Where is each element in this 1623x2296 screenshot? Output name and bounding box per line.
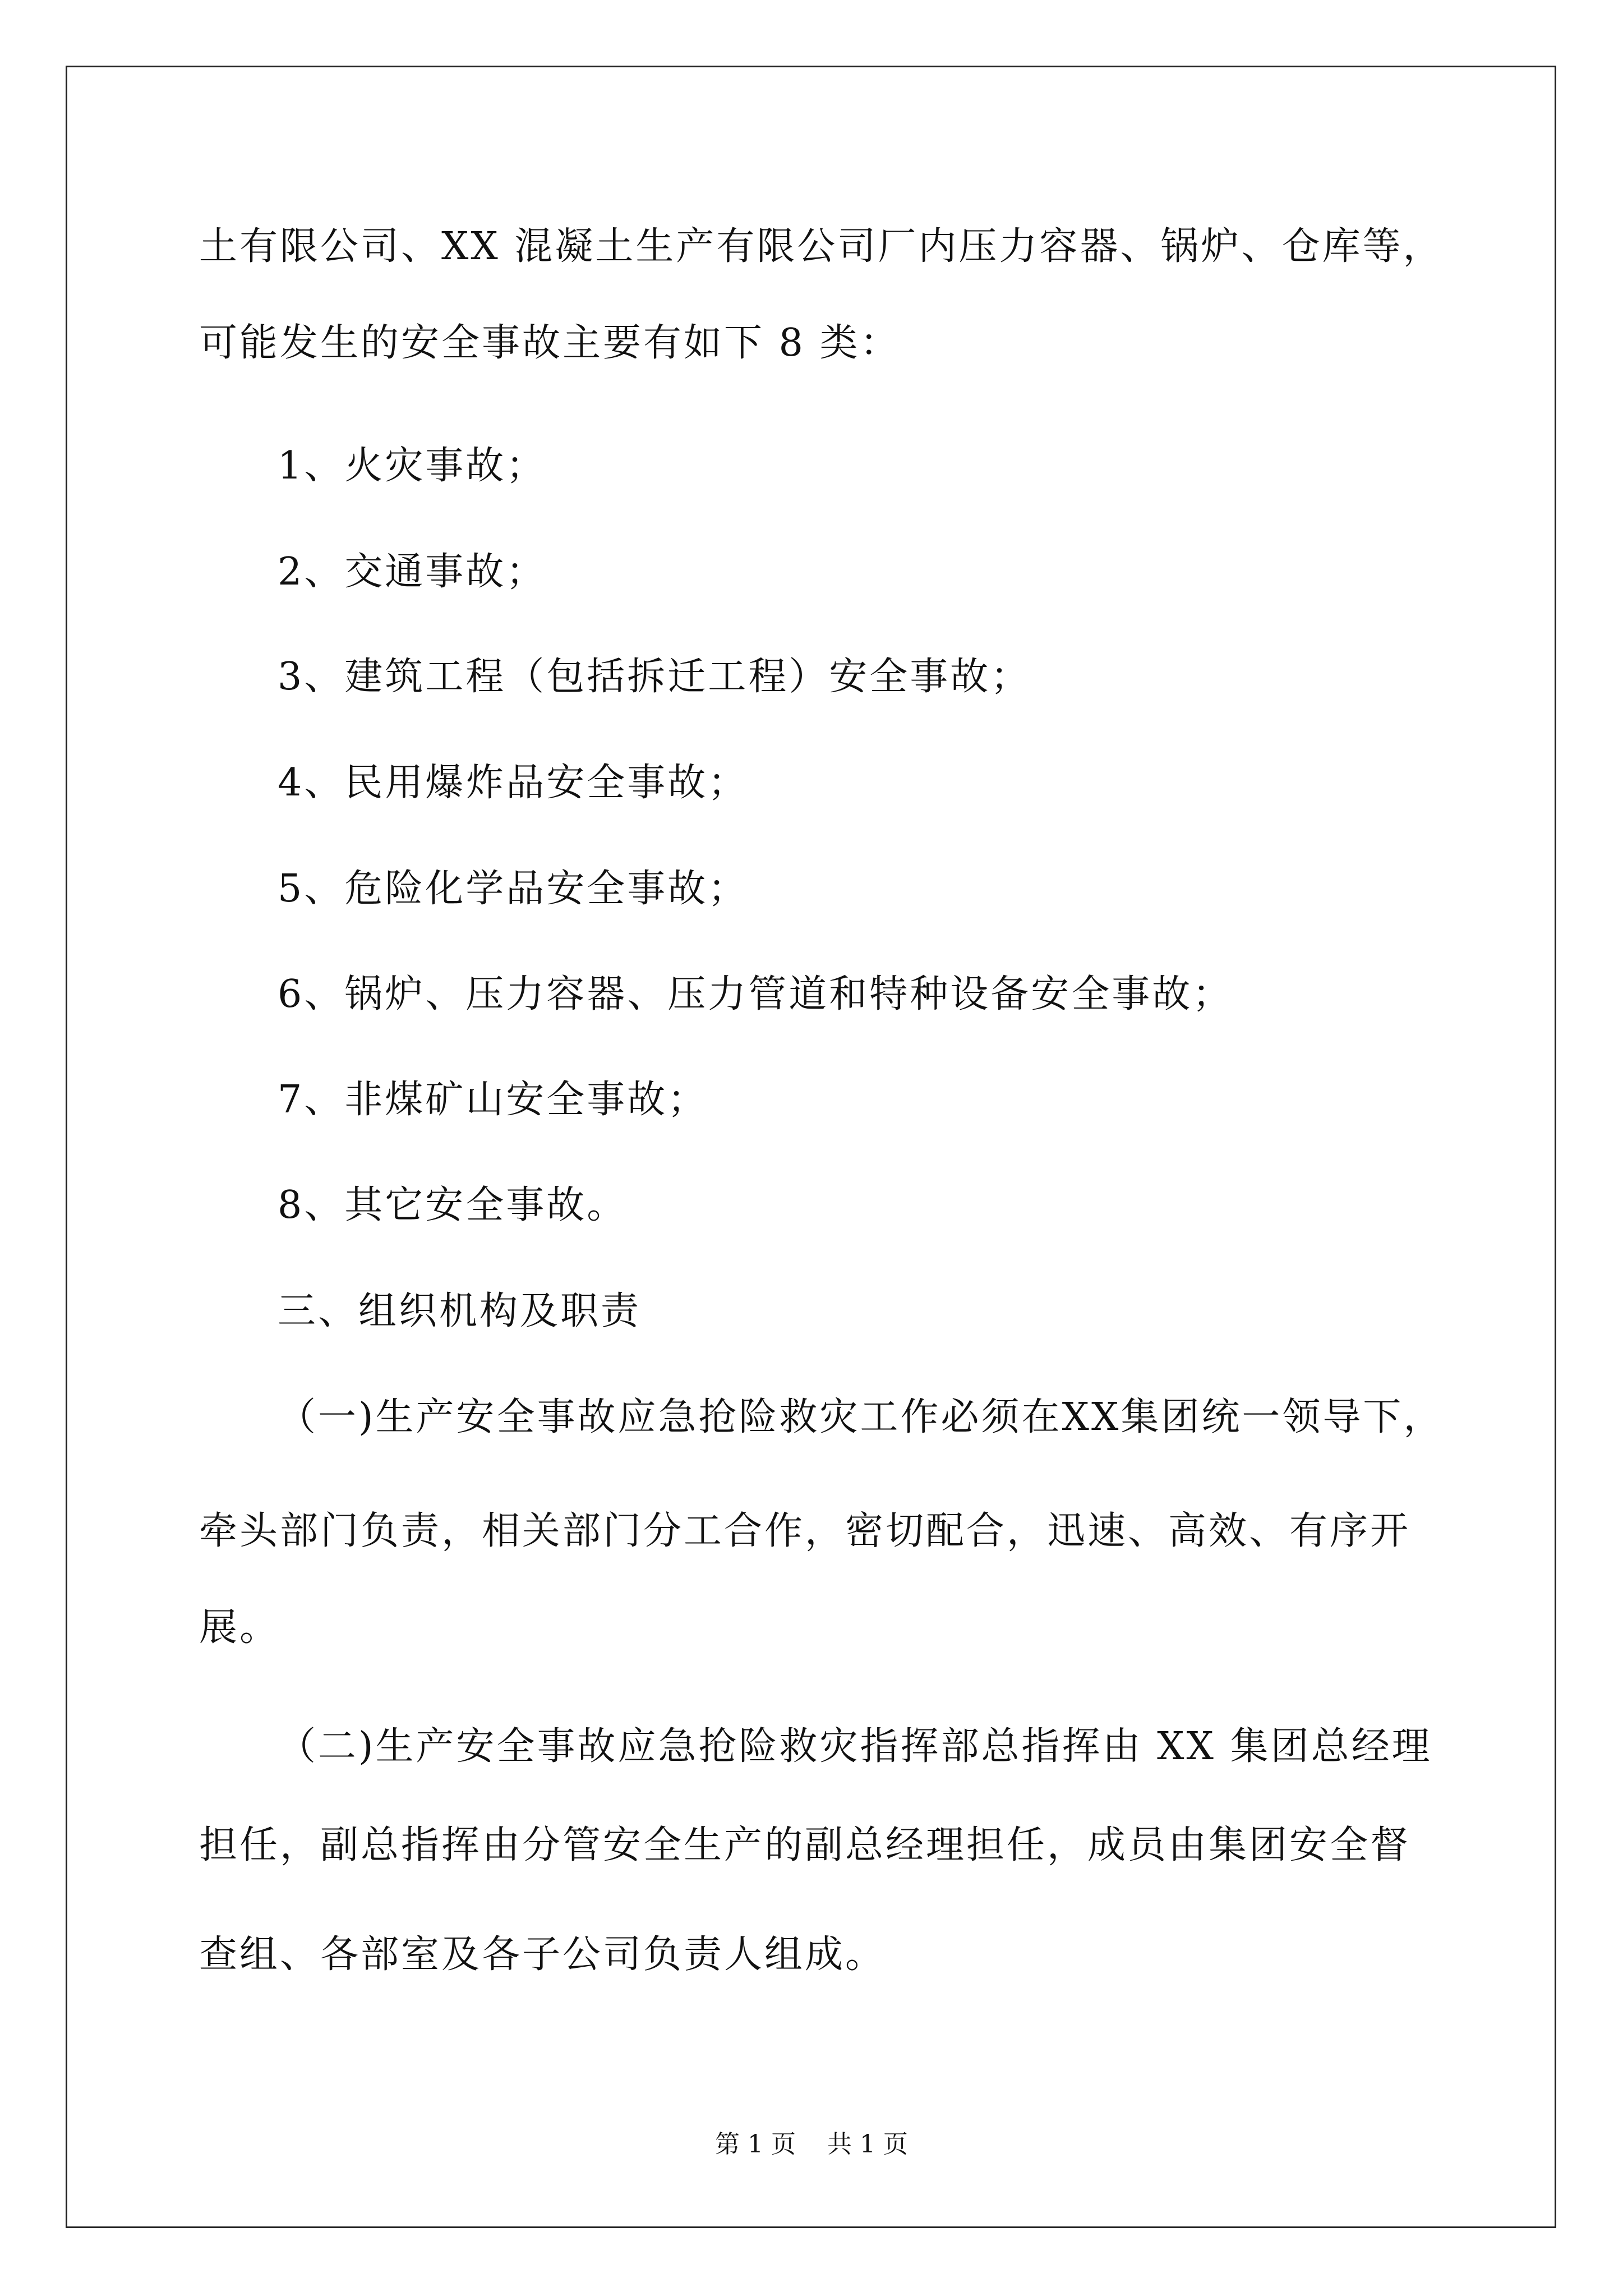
section-heading: 三、组织机构及职责 xyxy=(278,1289,642,1333)
paragraph-2-line-1: （二)生产安全事故应急抢险救灾指挥部总指挥由 XX 集团总经理 xyxy=(278,1724,1432,1769)
list-item-8: 8、其它安全事故。 xyxy=(278,1183,628,1227)
list-item-7: 7、非煤矿山安全事故； xyxy=(278,1078,708,1122)
paragraph-1-line-2: 牵头部门负责，相关部门分工合作，密切配合，迅速、高效、有序开 xyxy=(199,1509,1411,1553)
paragraph-2-line-2: 担任，副总指挥由分管安全生产的副总经理担任，成员由集团安全督 xyxy=(199,1823,1411,1867)
list-item-4: 4、民用爆炸品安全事故； xyxy=(278,761,749,805)
list-item-2: 2、交通事故； xyxy=(278,550,547,594)
paragraph-2-line-3: 查组、各部室及各子公司负责人组成。 xyxy=(199,1932,886,1977)
text-line-continuation-1: 土有限公司、XX 混凝土生产有限公司厂内压力容器、锅炉、仓库等， xyxy=(199,224,1444,269)
paragraph-1-line-1: （一)生产安全事故应急抢险救灾工作必须在XX集团统一领导下， xyxy=(278,1395,1444,1439)
list-item-6: 6、锅炉、压力容器、压力管道和特种设备安全事故； xyxy=(278,972,1233,1016)
page-frame xyxy=(66,66,1556,2228)
page-number-footer: 第 1 页 共 1 页 xyxy=(715,2130,908,2159)
list-item-3: 3、建筑工程（包括拆迁工程）安全事故； xyxy=(278,655,1031,699)
list-item-5: 5、危险化学品安全事故； xyxy=(278,867,749,911)
text-line-continuation-2: 可能发生的安全事故主要有如下 8 类： xyxy=(199,321,901,365)
list-item-1: 1、火灾事故； xyxy=(278,444,547,488)
paragraph-1-line-3: 展。 xyxy=(199,1605,280,1650)
